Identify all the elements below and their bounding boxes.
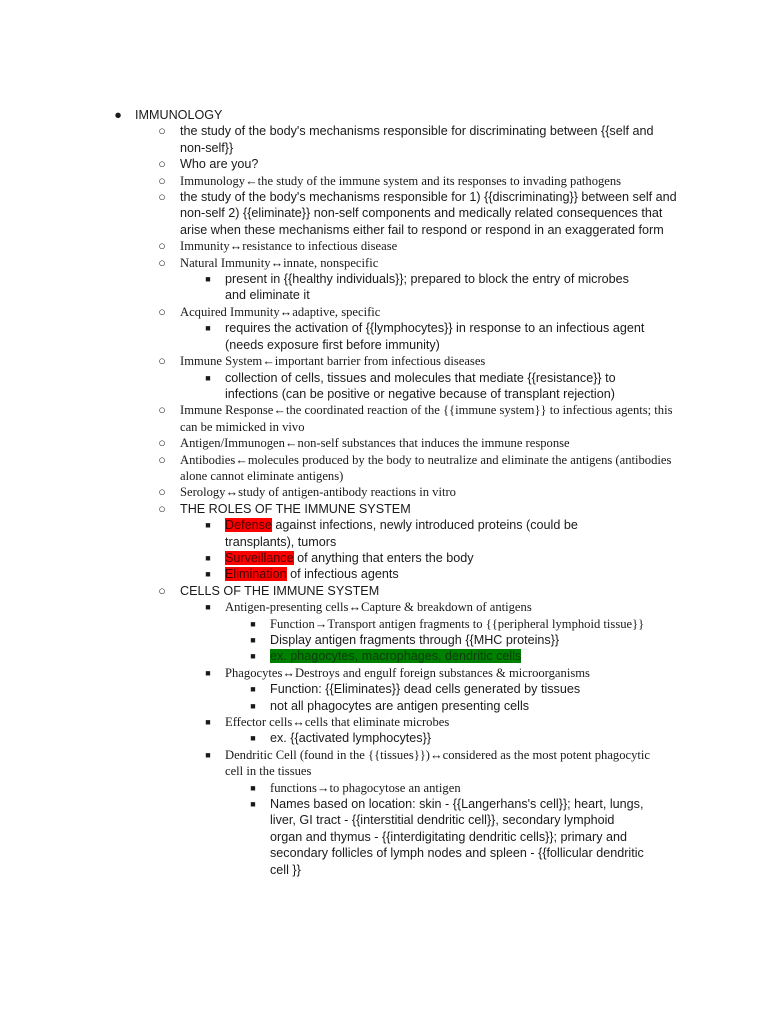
list-item bbox=[0, 665, 768, 681]
item-text: Function→Transport antigen fragments to {{peripheral lymphoid tissue}} bbox=[270, 616, 645, 631]
item-text: present in {{healthy individuals}}; prepared to block the entry of microbes and eliminate it bbox=[225, 272, 629, 303]
item-text-rest: of anything that enters the body bbox=[293, 550, 474, 565]
item-text: IMMUNOLOGY bbox=[135, 108, 223, 122]
list-item bbox=[0, 173, 768, 189]
item-text-rest: of infectious agents bbox=[286, 567, 399, 582]
bullet-icon: ■ bbox=[205, 552, 211, 563]
item-text: THE ROLES OF THE IMMUNE SYSTEM bbox=[180, 501, 411, 516]
list-item bbox=[0, 517, 768, 550]
bullet-icon: ○ bbox=[158, 173, 166, 188]
list-item bbox=[0, 435, 768, 451]
list-item bbox=[0, 156, 768, 172]
bullet-icon: ● bbox=[114, 108, 122, 122]
highlighted-term: Defense bbox=[225, 518, 272, 533]
list-item bbox=[0, 550, 768, 566]
list-item bbox=[0, 452, 768, 485]
bullet-icon: ■ bbox=[205, 323, 211, 334]
list-item bbox=[0, 648, 768, 664]
bullet-icon: ■ bbox=[250, 782, 256, 793]
bullet-icon: ○ bbox=[158, 583, 166, 598]
list-item bbox=[0, 616, 768, 632]
item-text: Antigen-presenting cells↔Capture & breakdown of antigens bbox=[225, 600, 532, 615]
item-text: requires the activation of {{lymphocytes}} in response to an infectious agent (needs exposure first before immunity) bbox=[225, 321, 645, 352]
bullet-icon: ■ bbox=[205, 569, 211, 580]
bullet-icon: ■ bbox=[205, 274, 211, 285]
list-item bbox=[0, 681, 768, 697]
bullet-icon: ■ bbox=[205, 372, 211, 383]
bullet-icon: ■ bbox=[250, 618, 256, 629]
list-item bbox=[0, 599, 768, 615]
item-text-rest: against infections, newly introduced proteins (could be transplants), tumors bbox=[225, 518, 578, 549]
item-text: Phagocytes↔Destroys and engulf foreign substances & microorganisms bbox=[225, 665, 590, 680]
item-text: CELLS OF THE IMMUNE SYSTEM bbox=[180, 583, 380, 598]
list-item bbox=[0, 730, 768, 746]
bullet-icon: ○ bbox=[158, 124, 166, 139]
list-item bbox=[0, 370, 768, 403]
bullet-icon: ○ bbox=[158, 501, 166, 516]
bullet-icon: ■ bbox=[250, 684, 256, 695]
list-item bbox=[0, 632, 768, 648]
item-text: Antibodies←molecules produced by the body to neutralize and eliminate the antigens (antibodies alone cannot eliminate antigens) bbox=[180, 452, 672, 483]
list-item bbox=[0, 123, 768, 156]
list-item bbox=[0, 353, 768, 369]
bullet-icon: ■ bbox=[250, 635, 256, 645]
list-item bbox=[0, 501, 768, 517]
item-text: Acquired Immunity↔adaptive, specific bbox=[180, 304, 381, 319]
item-text bbox=[225, 566, 650, 582]
list-item bbox=[0, 255, 768, 271]
item-text: not all phagocytes are antigen presenting cells bbox=[270, 698, 530, 713]
item-text: Function: {{Eliminates}} dead cells generated by tissues bbox=[270, 682, 581, 697]
list-item bbox=[0, 780, 768, 796]
item-text bbox=[225, 517, 650, 550]
bullet-icon: ■ bbox=[250, 700, 256, 711]
bullet-icon: ○ bbox=[158, 436, 166, 451]
list-item bbox=[0, 714, 768, 730]
item-text: Names based on location: skin - {{Langerhans's cell}}; heart, lungs, liver, GI tract - {{interstitial dendritic cell}}, secondary lymphoid organ and thymus - {{interdigitating dendritic cells}}; primary and secondary follicles of lymph nodes and spleen - {{follicular dendritic cell }} bbox=[270, 797, 644, 877]
bullet-icon: ■ bbox=[205, 520, 211, 531]
bullet-icon: ○ bbox=[158, 190, 166, 205]
item-text: Display antigen fragments through {{MHC proteins}} bbox=[270, 633, 560, 647]
item-text: Antigen/Immunogen←non-self substances that induces the immune response bbox=[180, 436, 570, 451]
item-text: Serology↔study of antigen-antibody reactions in vitro bbox=[180, 485, 456, 500]
bullet-icon: ■ bbox=[250, 651, 256, 662]
item-text: the study of the body's mechanisms responsible for discriminating between {{self and non-self}} bbox=[180, 124, 654, 155]
bullet-icon: ○ bbox=[158, 304, 166, 319]
list-item bbox=[0, 566, 768, 582]
bullet-icon: ○ bbox=[158, 255, 166, 270]
list-item bbox=[0, 402, 768, 435]
bullet-icon: ○ bbox=[158, 354, 166, 369]
list-item bbox=[0, 238, 768, 254]
item-text: Dendritic Cell (found in the {{tissues}})↔considered as the most potent phagocytic cell in the tissues bbox=[225, 747, 650, 779]
bullet-icon: ○ bbox=[158, 452, 166, 467]
list-item bbox=[0, 484, 768, 500]
item-text: Immune Response←the coordinated reaction of the {{immune system}} to infectious agents; this can be mimicked in vivo bbox=[180, 403, 673, 434]
highlighted-term: Elimination bbox=[225, 567, 287, 582]
bullet-icon: ○ bbox=[158, 403, 166, 418]
bullet-icon: ■ bbox=[205, 749, 211, 760]
item-text bbox=[225, 550, 650, 566]
item-text: Who are you? bbox=[180, 157, 259, 172]
list-item bbox=[0, 583, 768, 599]
item-text: Immune System←important barrier from infectious diseases bbox=[180, 354, 486, 369]
item-text: Natural Immunity↔innate, nonspecific bbox=[180, 255, 379, 270]
bullet-icon: ■ bbox=[205, 602, 211, 613]
item-text: Effector cells↔cells that eliminate microbes bbox=[225, 715, 450, 730]
bullet-icon: ■ bbox=[250, 733, 256, 744]
item-text bbox=[270, 648, 650, 664]
item-text: functions→to phagocytose an antigen bbox=[270, 780, 461, 795]
list-item bbox=[0, 747, 768, 780]
bullet-icon: ■ bbox=[250, 799, 256, 810]
list-item bbox=[0, 304, 768, 320]
item-text: ex. {{activated lymphocytes}} bbox=[270, 731, 432, 746]
item-text: Immunology←the study of the immune system and its responses to invading pathogens bbox=[180, 173, 622, 188]
list-item bbox=[0, 189, 768, 238]
item-text: Immunity↔resistance to infectious disease bbox=[180, 239, 398, 254]
list-item bbox=[0, 320, 768, 353]
bullet-icon: ○ bbox=[158, 485, 166, 500]
bullet-icon: ○ bbox=[158, 239, 166, 254]
list-item bbox=[0, 796, 768, 878]
item-text: collection of cells, tissues and molecules that mediate {{resistance}} to infections (can be positive or negative because of transplant rejection) bbox=[225, 370, 616, 401]
item-text: the study of the body's mechanisms responsible for 1) {{discriminating}} between self and non-self 2) {{eliminate}} non-self components and medically related consequences that arise when these mechanisms either fail to respond or respond in an exaggerated form bbox=[180, 190, 677, 237]
list-item bbox=[0, 271, 768, 304]
bullet-icon: ■ bbox=[205, 667, 211, 678]
bullet-icon: ○ bbox=[158, 157, 166, 172]
bullet-icon: ■ bbox=[205, 717, 211, 728]
list-item bbox=[0, 107, 768, 123]
outline-list bbox=[0, 107, 768, 878]
list-item bbox=[0, 698, 768, 714]
highlighted-term: ex. phagocytes, macrophages, dendritic cells bbox=[270, 649, 522, 664]
highlighted-term: Surveillance bbox=[225, 550, 294, 565]
